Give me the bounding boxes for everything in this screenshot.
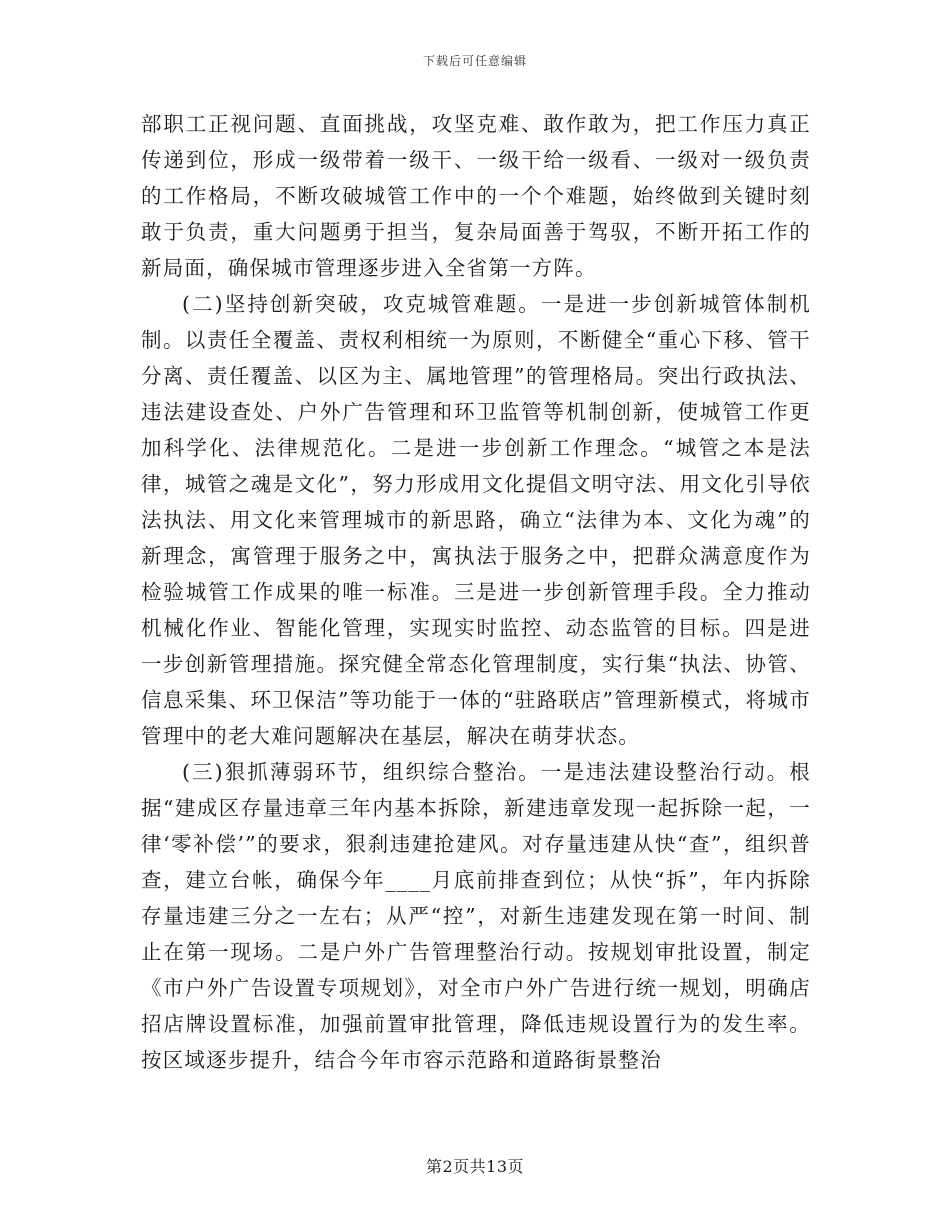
page-number-footer: 第2页共13页 — [425, 1157, 525, 1176]
paragraph-section-2: (二)坚持创新突破，攻克城管难题。一是进一步创新城管体制机制。以责任全覆盖、责权利相统一为原则，不断健全“重心下移、管干分离、责任覆盖、以区为主、属地管理”的管理格局。突出行政执法、违法建设查处、户外广告管理和环卫监管等机制创新，使城管工作更加科学化、法律规范化。二是进一步创新工作理念。“城管之本是法律，城管之魂是文化”，努力形成用文化提倡文明守法、用文化引导依法执法、用文化来管理城市的新思路，确立“法律为本、文化为魂”的新理念，寓管理于服务之中，寓执法于服务之中，把群众满意度作为检验城管工作成果的唯一标准。三是进一步创新管理手段。全力推动机械化作业、智能化管理，实现实时监控、动态监管的目标。四是进一步创新管理措施。探究健全常态化管理制度，实行集“执法、协管、信息采集、环卫保洁”等功能于一体的“驻路联店”管理新模式，将城市管理中的老大难问题解决在基层，解决在萌芽状态。 — [141, 292, 811, 748]
paragraph-continuation: 部职工正视问题、直面挑战，攻坚克难、敢作敢为，把工作压力真正传递到位，形成一级带着一级干、一级干给一级看、一级对一级负责的工作格局，不断攻破城管工作中的一个个难题，始终做到关键时刻敢于负责，重大问题勇于担当，复杂局面善于驾驭，不断开拓工作的新局面，确保城市管理逐步进入全省第一方阵。 — [141, 112, 811, 280]
paragraph-section-3: (三)狠抓薄弱环节，组织综合整治。一是违法建设整治行动。根据“建成区存量违章三年内基本拆除，新建违章发现一起拆除一起，一律‘零补偿’”的要求，狠刹违建抢建风。对存量违建从快“查”，组织普查，建立台帐，确保今年____月底前排查到位；从快“拆”，年内拆除存量违建三分之一左右；从严“控”，对新生违建发现在第一时间、制止在第一现场。二是户外广告管理整治行动。按规划审批设置，制定《市户外广告设置专项规划》，对全市户外广告进行统一规划，明确店招店牌设置标准，加强前置审批管理，降低违规设置行为的发生率。按区域逐步提升，结合今年市容示范路和道路街景整治 — [141, 760, 811, 1072]
document-body — [141, 106, 811, 1078]
page-header: 下载后可任意编辑 — [422, 54, 527, 68]
